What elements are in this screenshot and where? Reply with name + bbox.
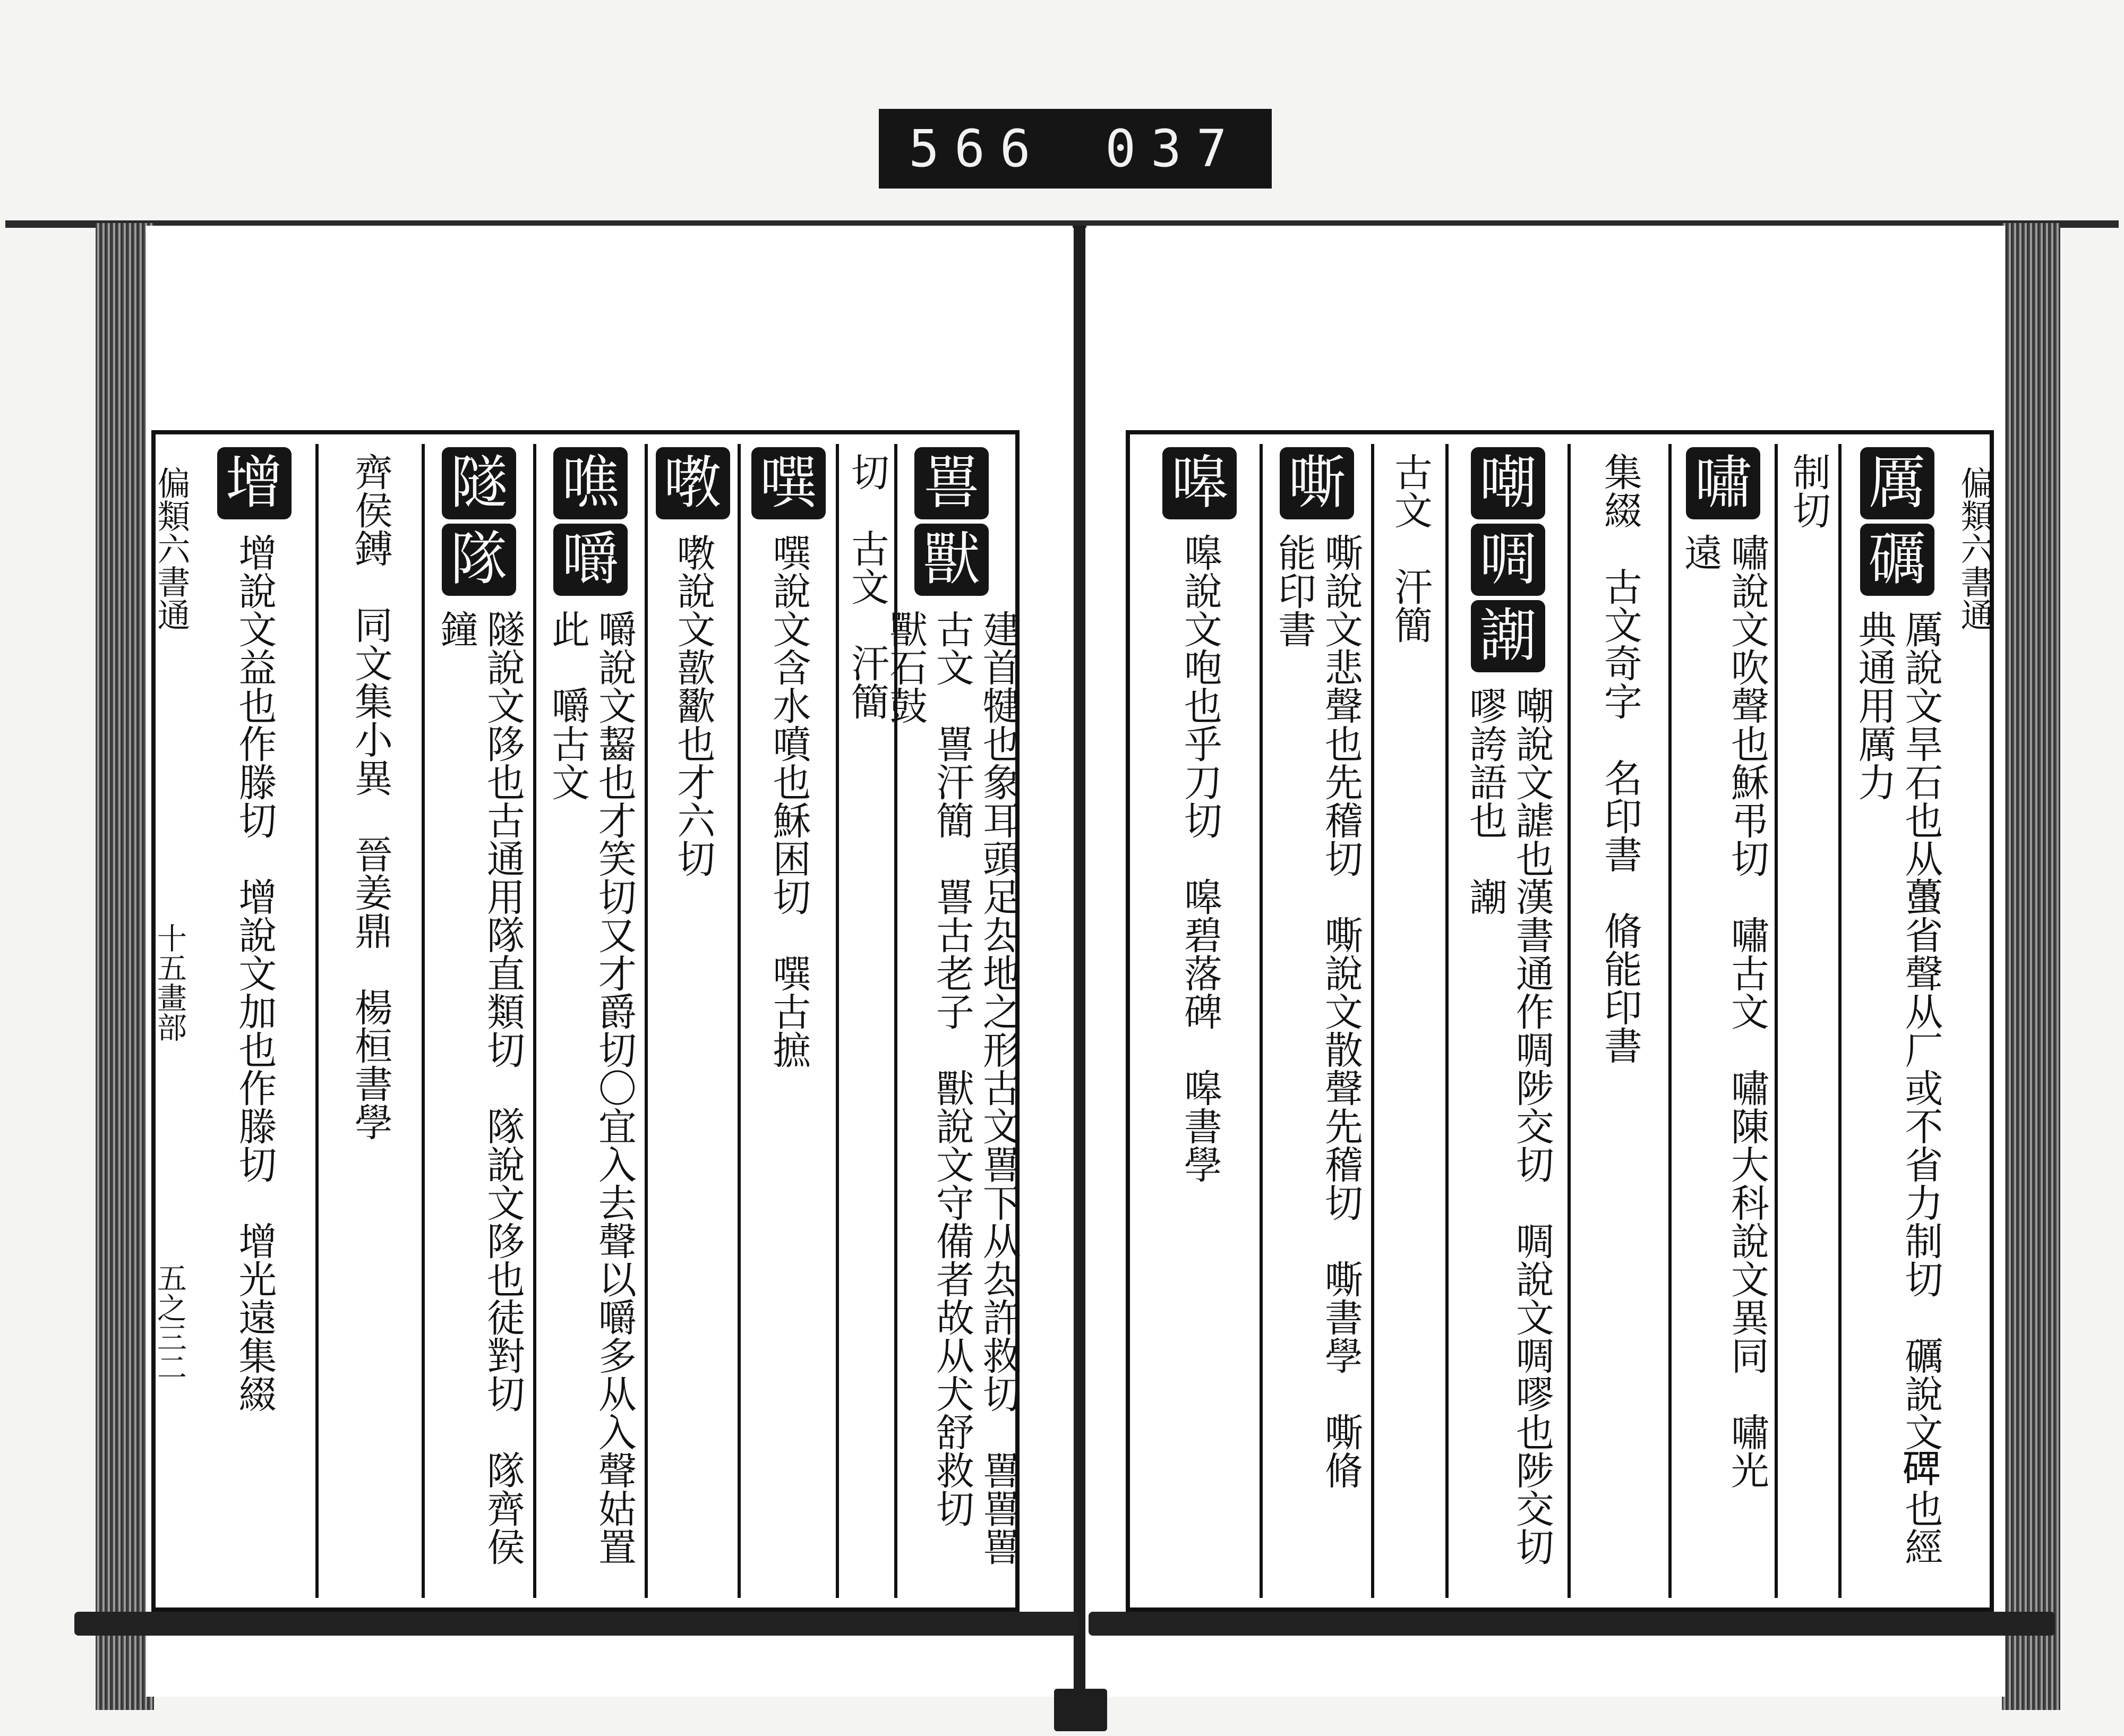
column-text: 古文 汗簡 bbox=[1388, 452, 1433, 644]
head-character: 嘲 bbox=[1471, 447, 1545, 519]
left-margin-title: 偏類六書通 bbox=[152, 466, 191, 631]
left-page-text-block bbox=[151, 430, 1020, 1612]
column-text: 嗥說文咆也乎刀切 嗥碧落碑 嗥書學 bbox=[1177, 533, 1222, 1183]
column-text: 嚼說文齧也才笑切又才爵切〇宜入去聲以嚼多从入聲姑置此 嚼古文 bbox=[545, 610, 637, 1566]
right-column-3 bbox=[1668, 444, 1775, 1598]
left-column-1 bbox=[883, 444, 1021, 1598]
right-margin-title: 偏類六書通 bbox=[1955, 466, 1994, 631]
frame-number-label bbox=[879, 109, 1272, 189]
left-page-edges bbox=[96, 223, 154, 1710]
frame-number: 037 bbox=[1105, 119, 1242, 178]
head-character: 嘶 bbox=[1280, 447, 1354, 519]
left-column-4 bbox=[645, 444, 738, 1598]
column-text: 制切 bbox=[1786, 452, 1831, 529]
reel-number: 566 bbox=[909, 119, 1046, 178]
right-column-2 bbox=[1775, 444, 1838, 1598]
right-bottom-edge bbox=[1089, 1612, 2055, 1636]
head-character: 厲 bbox=[1860, 447, 1934, 519]
head-character: 謿 bbox=[1471, 600, 1545, 672]
right-column-6 bbox=[1371, 444, 1445, 1598]
gutter-clamp bbox=[1054, 1689, 1107, 1731]
right-column-1 bbox=[1838, 444, 1952, 1598]
head-character: 嘋 bbox=[656, 447, 730, 519]
right-column-5 bbox=[1445, 444, 1568, 1598]
column-text: 建首犍也象耳頭足厹地之形古文嘼下从厹許救切 嘼嘼嘼古文 嘼汗簡 嘼古老子 獸說文守備者故从犬舒救切 獸石鼓 bbox=[883, 610, 1021, 1566]
book-gutter bbox=[1074, 226, 1085, 1713]
head-character: 增 bbox=[217, 447, 292, 519]
right-column-4 bbox=[1568, 444, 1668, 1598]
head-character: 隧 bbox=[442, 447, 516, 519]
left-column-8 bbox=[193, 444, 315, 1598]
left-column-5 bbox=[533, 444, 645, 1598]
head-character: 啁 bbox=[1471, 524, 1545, 596]
head-character: 噀 bbox=[751, 447, 826, 519]
column-text: 噀說文含水噴也穌困切 噀古摭 bbox=[766, 533, 811, 1068]
right-page-text-block bbox=[1126, 430, 1994, 1612]
left-column-3 bbox=[738, 444, 836, 1598]
column-text: 集綴 古文奇字 名印書 脩能印書 bbox=[1597, 452, 1642, 1064]
head-character: 噍 bbox=[553, 447, 628, 519]
head-character: 隊 bbox=[442, 524, 516, 596]
left-margin-section: 十五畫部 bbox=[152, 923, 187, 1042]
left-column-7 bbox=[315, 444, 422, 1598]
head-character: 嘼 bbox=[914, 447, 989, 519]
column-text: 增說文益也作滕切 增說文加也作滕切 增光遠集綴 bbox=[232, 533, 277, 1413]
left-margin-folio: 五之三二 bbox=[152, 1263, 187, 1382]
column-text: 嘋說文歖歠也才六切 bbox=[671, 533, 716, 877]
column-text: 隧說文陊也古通用隊直類切 隊說文陊也徒對切 隊齊侯鐘 bbox=[434, 610, 525, 1566]
head-character: 獸 bbox=[914, 524, 989, 596]
head-character: 嘯 bbox=[1686, 447, 1760, 519]
head-character: 嗥 bbox=[1162, 447, 1237, 519]
left-column-6 bbox=[422, 444, 533, 1598]
column-text: 齊侯鎛 同文集小異 晉姜鼎 楊桓書學 bbox=[348, 452, 393, 1141]
right-column-7 bbox=[1260, 444, 1371, 1598]
right-page-edges bbox=[2002, 223, 2060, 1710]
column-text: 嘲說文謔也漢書通作啁陟交切 啁說文啁嘐也陟交切嘐誇語也 謿 bbox=[1463, 686, 1554, 1566]
column-text: 嘯說文吹聲也穌弔切 嘯古文 嘯陳大科說文異同 嘯光遠 bbox=[1678, 533, 1769, 1489]
right-column-8 bbox=[1140, 444, 1260, 1598]
head-character: 礪 bbox=[1860, 524, 1934, 596]
head-character: 嚼 bbox=[553, 524, 628, 596]
column-text: 嘶說文悲聲也先稽切 嘶說文散聲先稽切 嘶書學 嘶脩能印書 bbox=[1272, 533, 1363, 1489]
column-text: 厲說文旱石也从蠆省聲从厂或不省力制切 礪說文𥓓也經典通用厲力 bbox=[1852, 610, 1943, 1566]
left-bottom-edge bbox=[74, 1612, 1078, 1636]
column-text: 切 古文 汗簡 bbox=[844, 452, 889, 720]
